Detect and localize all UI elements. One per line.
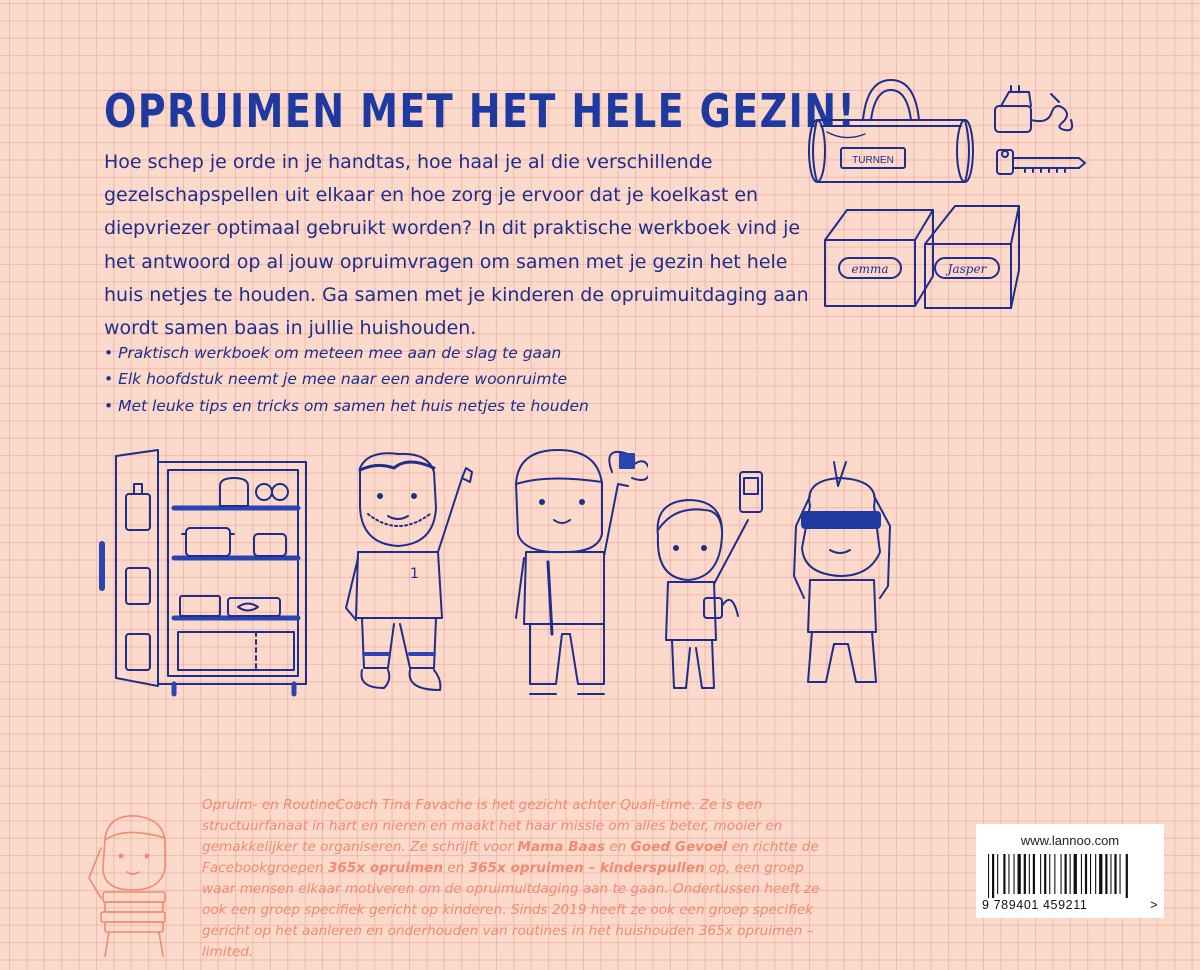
author-bio [202,795,822,963]
bio-text: Opruim- en RoutineCoach Tina Favache is het gezicht achter Quali-time. Ze is een structuurfanaat in hart en nieren en maakt het haar missie om alles beter, mooier en gemakkelijker te organiseren. Ze schrijft voor [202,797,783,855]
box-label-emma: emma [851,262,889,276]
barcode-bar [1024,854,1026,894]
fridge-illustration [98,448,320,698]
barcode-bar [1099,854,1102,894]
barcode-bar [1105,854,1107,894]
barcode-bar [1120,854,1121,894]
intro-paragraph: Hoe schep je orde in je handtas, hoe haal je al die verschillende gezelschapspellen uit elkaar en hoe zorg je ervoor dat je koelkast en diepvriezer optimaal gebruikt worden? In dit praktische werkboek vind je het antwoord op al jouw opruimvragen om samen met je gezin het hele huis netjes te houden. Ga samen met je kinderen de opruimuitdaging aan wordt samen baas in jullie huishouden. [104,151,809,340]
feature-item: • Praktisch werkboek om meteen mee aan de slag te gaan [104,340,664,366]
isbn-digits: 9 789401 459211 [982,898,1088,912]
barcode-bar [1049,854,1050,894]
barcode-bar [1029,854,1030,894]
barcode-bar [1054,854,1055,894]
barcode-bar [1095,854,1096,894]
barcode-bar [1090,854,1091,894]
bio-text: en [443,860,469,876]
barcode-bar [1081,854,1082,894]
barcode-bar [1114,854,1116,894]
feature-item: • Met leuke tips en tricks om samen het huis netjes te houden [104,393,664,419]
feature-item: • Elk hoofdstuk neemt je mee naar een andere woonruimte [104,366,664,392]
bio-text: op, een groep waar mensen elkaar motiveren om de opruimuitdaging aan te gaan. Ondertussen heeft ze ook een groep specifiek gericht op kinderen. Sinds 2019 heeft ze ook een groep specifiek gericht op het aanleren en onderhouden van routines in het huishouden 365x opruimen – limited. [202,860,820,960]
barcode-bar [1040,854,1041,894]
barcode-bar [1061,854,1062,894]
author-illustration [75,808,193,960]
sports-bag-illustration [805,72,975,192]
barcode-bar [1033,854,1035,894]
barcode-bar [1018,854,1021,894]
charger-and-key-illustration [975,84,1095,184]
barcode-bar [1074,854,1077,894]
barcode-bar [1008,854,1009,894]
group-name-365x-opruimen: 365x opruimen [327,860,444,876]
bio-text: en richtte de Facebookgroepen [202,839,819,876]
bag-label: TURNEN [852,155,894,166]
book-title-mama-baas: Mama Baas [517,839,605,855]
book-title: OPRUIMEN MET HET HELE GEZIN! [104,84,857,138]
girl-with-headband-illustration [790,456,900,696]
group-name-kinderspullen: 365x opruimen – kinderspullen [468,860,705,876]
barcode-bar [997,854,998,894]
barcode-bar [1014,854,1015,894]
publisher-url: www.lannoo.com [1020,833,1120,848]
barcode-bar [1044,854,1046,894]
barcode [976,854,1164,898]
isbn-number [982,898,1158,912]
barcode-bar [1070,854,1071,894]
barcode-bar [1085,854,1087,894]
barcode-bar [1003,854,1005,894]
box-label-jasper: Jasper [947,262,987,276]
boy-with-phone-illustration [648,466,778,696]
barcode-bar [988,854,989,898]
isbn-arrow: > [1150,898,1158,912]
barcode-bar [1126,854,1128,898]
barcode-box [976,824,1164,918]
feature-list [104,340,664,419]
book-title-goed-gevoel: Goed Gevoel [630,839,728,855]
barcode-bar [1110,854,1111,894]
shirt-number: 1 [410,566,419,582]
mother-figure-illustration [508,444,648,704]
storage-boxes-illustration [815,200,1025,310]
bio-text: en [605,839,631,855]
barcode-bar [992,854,994,898]
father-figure-illustration [338,448,488,703]
barcode-bar [1065,854,1067,894]
